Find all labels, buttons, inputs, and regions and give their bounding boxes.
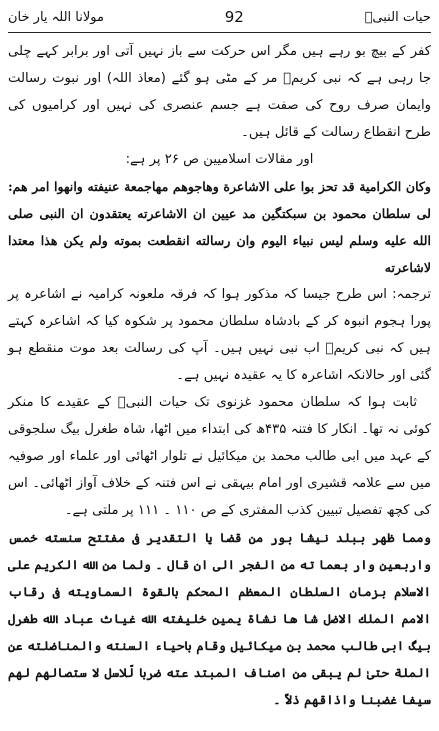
header-book-title: حیات النبیؐ <box>364 9 431 25</box>
header-author: مولانا اللہ یار خان <box>8 9 104 25</box>
header-divider <box>8 32 431 33</box>
page-number: 92 <box>224 8 244 26</box>
paragraph-urdu-history: ثابت ہوا کہ سلطان محمود غزنوی تک حیات النبیؐ کے عقیدے کا منکر کوئی نہ تھا۔ انکار کا فتنہ ۴۳۵ھ کی ابتداء میں اٹھا، شاہ طغرل بیگ سلجوقی کے عہد میں ابی طالب محمد بن میکائیل نے تلوار اٹھائی اور علماء اور صوفیہ میں سے علامہ قشیری اور امام بیہقی نے اس فتنہ کے خلاف آواز اٹھائی۔ اس کی کچھ تفصیل تبیین کذب المفتری کے ص ۱۱۰ ۔ ۱۱۱ پر ملتی ہے۔ <box>8 395 431 518</box>
paragraph-arabic-quote-1: وكان الكرامية قد تحز بوا على الاشاعرة وهاجوهم مهاجمعة عنيفته وانهوا امر هم: لى سلطان محمود بن سبكتگين مد عيين ان الاشاعرته يعتقدون ان النبى صلى الله عليه وسلم ليس نبياء اليوم وان رسالته انقطعت بموته ولم يكن هذا معتدا لاشاعرته <box>8 179 431 275</box>
paragraph-citation: اور مقالات اسلامیین ص ۲۶ پر ہے: <box>125 152 314 167</box>
paragraph-urdu-intro: کفر کے بیچ بو رہے ہیں مگر اس حرکت سے باز نہیں آتی اور برابر کہے چلی جا رہی ہے کہ نبی کریمؐ مر کے مٹی ہو گئے (معاذ اللہ) اور نبوت رسالت وایمان صرف روح کی صفت ہے جسم عنصری کی نہیں اور کرامیوں کی طرح انقطاع رسالت کے قائل ہیں۔ <box>8 44 431 140</box>
paragraph-arabic-quote-2: ومما ظهر ببلد نيشا بور من قضا يا التقدير فى مفتتح سنسته خمس واربعين وار بعما ته من الفجر الى ان قال ۔ ولما من الله الكريم على الاسلام بزمان السلطان المعظم المحكم بالقوة السماويته فى رقاب الامم الملك الاضل شا ها نشاة يمين خليفته الله غياث عباد الله طغرل بيگ ابى طالب محمد بن ميكائيل وقام باحياء السنته والمناضلته عن الملة حتىٰ لم يبقى من اصناف المبتد عته ضربا لّلاسل لا ستصالهم لهم سيفا غضبنا واذاقهم ذلاً ۔ <box>8 530 431 707</box>
page-header <box>8 4 431 30</box>
paragraph-urdu-translation: ترجمہ: اس طرح جیسا کہ مذکور ہوا کہ فرقہ ملعونہ کرامیہ نے اشاعرہ پر پورا ہجوم انبوہ کر کے بادشاہ سلطان محمود پر شکوہ کیا کہ اشاعرہ کہتے ہیں کہ نبی کریمؐ اب نبی نہیں ہیں۔ آپ کی رسالت بعد موت منقطع ہو گئی اور حالانکہ اشاعرہ کا یہ عقیدہ نہیں ہے۔ <box>8 287 431 383</box>
page-body <box>8 38 431 727</box>
